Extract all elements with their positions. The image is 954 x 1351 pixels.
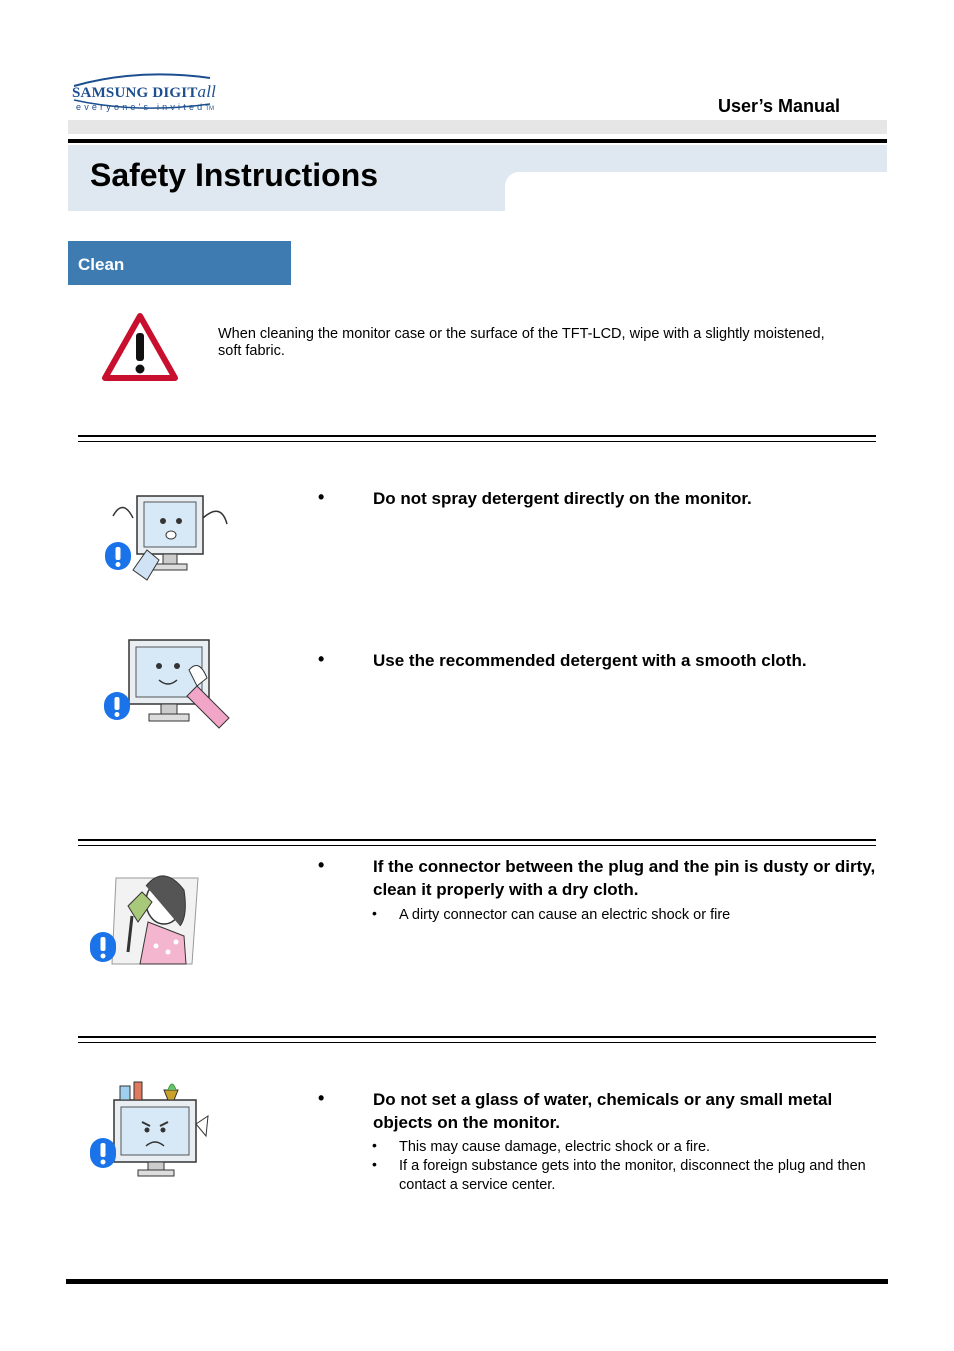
item-3-sub-1: A dirty connector can cause an electric shock or fire bbox=[399, 907, 731, 923]
monitor-spray-illustration bbox=[103, 488, 231, 586]
objects-on-monitor-illustration bbox=[90, 1080, 210, 1178]
item-3-text: If the connector between the plug and the pin is dusty or dirty, clean it properly with a dry cloth. bbox=[373, 857, 876, 899]
header-divider bbox=[68, 139, 887, 143]
intro-text: When cleaning the monitor case or the surface of the TFT-LCD, wipe with a slightly moistened, soft fabric. bbox=[218, 326, 825, 359]
logo-tagline: everyone's invited bbox=[76, 102, 206, 112]
bullet-dot: • bbox=[318, 855, 325, 875]
section-tab-label: Clean bbox=[78, 255, 125, 274]
bullet-dot: • bbox=[318, 649, 325, 669]
item-2-text: Use the recommended detergent with a smooth cloth. bbox=[373, 651, 807, 670]
footer-divider bbox=[66, 1279, 888, 1284]
section-divider bbox=[78, 1036, 876, 1043]
item-4-sub-1: This may cause damage, electric shock or a fire. bbox=[399, 1139, 711, 1155]
title-band-notch bbox=[505, 172, 887, 212]
sub-bullet-dot: • bbox=[372, 1137, 377, 1153]
item-1-text: Do not spray detergent directly on the monitor. bbox=[373, 489, 752, 508]
bullet-dot: • bbox=[318, 487, 325, 507]
logo-brand-suffix: all bbox=[197, 82, 217, 101]
sub-bullet-dot: • bbox=[372, 905, 377, 921]
section-divider bbox=[78, 435, 876, 442]
item-4-sub-2: If a foreign substance gets into the monitor, disconnect the plug and then contact a service center. bbox=[399, 1158, 866, 1193]
warning-triangle-icon bbox=[100, 311, 180, 383]
plug-cleaning-illustration bbox=[88, 866, 200, 968]
header-grey-band bbox=[68, 120, 887, 134]
bullet-dot: • bbox=[318, 1088, 325, 1108]
item-4-text: Do not set a glass of water, chemicals or any small metal objects on the monitor. bbox=[373, 1090, 833, 1132]
page-title: Safety Instructions bbox=[90, 157, 379, 193]
section-divider bbox=[78, 839, 876, 846]
monitor-cloth-illustration bbox=[103, 634, 231, 730]
logo-tm: TM bbox=[205, 106, 215, 112]
users-manual-label: User’s Manual bbox=[717, 96, 840, 116]
sub-bullet-dot: • bbox=[372, 1156, 377, 1172]
samsung-logo bbox=[68, 70, 218, 120]
logo-brand-text: SAMSUNG DIGIT bbox=[72, 85, 198, 101]
